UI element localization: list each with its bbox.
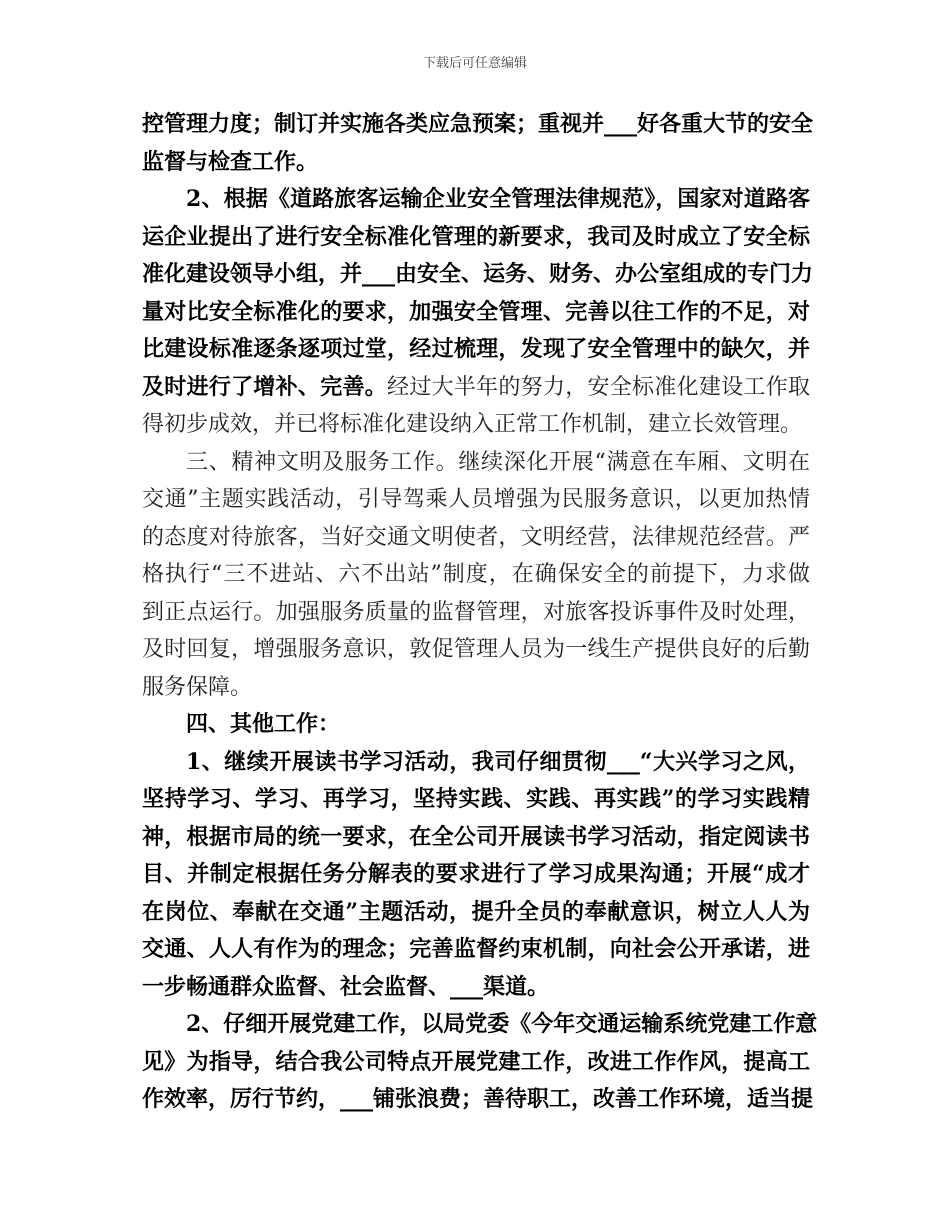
text-line: 2、根据《道路旅客运输企业安全管理法律规范》，国家对道路客 bbox=[186, 186, 810, 212]
text-line: 格执行“三不进站、六不出站”制度，在确保安全的前提下，力求做 bbox=[142, 562, 810, 587]
text-line: 比建设标准逐条逐项过堂，经过梳理，发现了安全管理中的缺欠，并 bbox=[142, 336, 810, 362]
bold-segment: 及时进行了增补、完善。 bbox=[142, 373, 388, 400]
text-line: 神，根据市局的统一要求，在全公司开展读书学习活动，指定阅读书 bbox=[142, 823, 810, 850]
text-line: 监督与检查工作。 bbox=[142, 148, 319, 175]
text-line: 准化建设领导小组，并___由安全、运务、财务、办公室组成的专门力 bbox=[142, 261, 814, 287]
page-header: 下载后可任意编辑 bbox=[422, 56, 527, 71]
text-line: 三、精神文明及服务工作。继续深化开展“满意在车厢、文明在 bbox=[186, 449, 810, 475]
text-line: 到正点运行。加强服务质量的监督管理，对旅客投诉事件及时处理， bbox=[142, 599, 810, 625]
text-line: 控管理力度；制订并实施各类应急预案；重视并___好各重大节的安全 bbox=[142, 111, 814, 137]
text-line: 2、仔细开展党建工作，以局党委《今年交通运输系统党建工作意 bbox=[186, 1011, 818, 1037]
text-line: 一步畅通群众监督、社会监督、___渠道。 bbox=[142, 973, 550, 1000]
text-line: 见》为指导，结合我公司特点开展党建工作，改进工作作风，提高工 bbox=[142, 1048, 810, 1075]
text-line: 坚持学习、学习、再学习，坚持实践、实践、再实践”的学习实践精 bbox=[142, 786, 810, 812]
text-line: 交通、人人有作为的理念；完善监督约束机制，向社会公开承诺，进 bbox=[142, 936, 810, 962]
text-line: 作效率，厉行节约，___铺张浪费；善待职工，改善工作环境，适当提 bbox=[142, 1086, 814, 1112]
text-line: 四、其他工作： bbox=[186, 711, 341, 737]
text-line: 量对比安全标准化的要求，加强安全管理、完善以往工作的不足，对 bbox=[142, 298, 810, 325]
text-line: 交通”主题实践活动，引导驾乘人员增强为民服务意识，以更加热情 bbox=[142, 487, 810, 512]
document-body bbox=[142, 106, 818, 1119]
text-line: 运企业提出了进行安全标准化管理的新要求，我司及时成立了安全标 bbox=[142, 223, 810, 250]
text-line: 在岗位、奉献在交通”主题活动，提升全员的奉献意识，树立人人为 bbox=[142, 898, 810, 925]
text-line: 得初步成效，并已将标准化建设纳入正常工作机制，建立长效管理。 bbox=[142, 412, 803, 437]
text-line: 目、并制定根据任务分解表的要求进行了学习成果沟通；开展“成才 bbox=[142, 861, 810, 887]
text-line bbox=[142, 369, 810, 407]
text-line: 及时回复，增强服务意识，敦促管理人员为一线生产提供良好的后勤 bbox=[142, 637, 810, 662]
normal-segment: 经过大半年的努力，安全标准化建设工作取 bbox=[387, 374, 810, 400]
text-line: 1、继续开展读书学习活动，我司仔细贯彻___“大兴学习之风， bbox=[186, 748, 810, 775]
text-line: 的态度对待旅客，当好交通文明使者，文明经营，法律规范经营。严 bbox=[142, 524, 810, 550]
text-line: 服务保障。 bbox=[142, 674, 253, 700]
